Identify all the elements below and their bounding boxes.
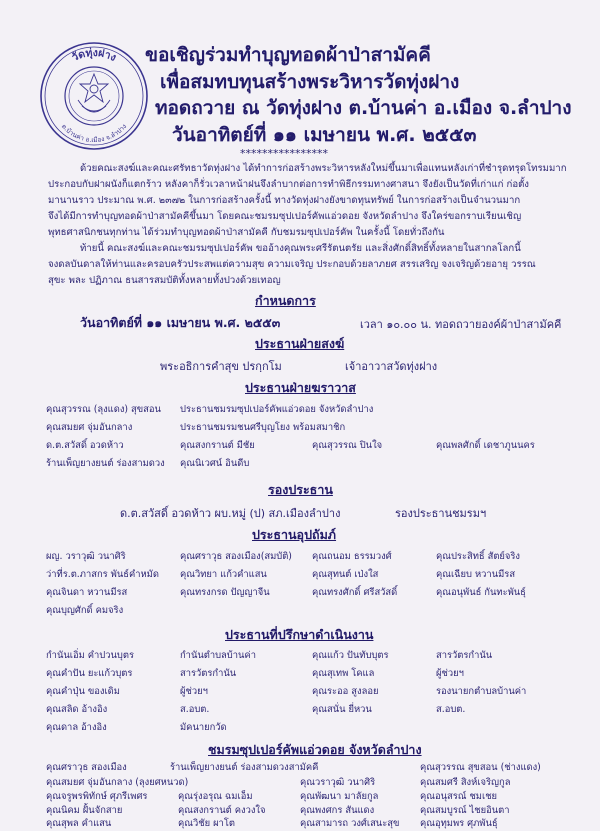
advisors-r0c0: กำนันเอิ่ม คำปวนบุตร	[46, 650, 134, 661]
advisors-r3c3: ส.อบต.	[436, 704, 466, 715]
monk-chair-role: เจ้าอาวาสวัดทุ่งฝาง	[345, 360, 438, 373]
paragraph-line-4: จึงได้มีการทำบุญทอดผ้าป่าสามัคคีขึ้นมา โดยคณะชมรมซุปเปอร์คัพแอ่วดอย จังหวัดลำปาง จึงใคร่ขอกราบเรียนเชิญ	[48, 211, 522, 222]
title-line-1: ขอเชิญร่วมทำบุญทอดผ้าป่าสามัคคี	[145, 44, 431, 66]
lay-chair-r0c1: ประธานชมรมซุปเปอร์คัพแอ่วดอย จังหวัดลำปาง	[180, 404, 374, 415]
svg-text:ต.บ้านค่า อ.เมือง จ.ลำปาง	[60, 122, 128, 144]
schedule-time: เวลา ๑๐.๐๐ น. ทอดถวายองค์ผ้าป่าสามัคคี	[360, 318, 562, 331]
patrons-r0c2: คุณถนอม ธรรมวงศ์	[312, 551, 392, 562]
patrons-r1c2: คุณสุทนต์ เป่งใส	[312, 569, 379, 580]
advisors-r0c2: คุณแก้ว ปันทับบุตร	[312, 650, 389, 661]
club-r3c3: คุณสมบูรณ์ ไชยอินตา	[420, 805, 510, 816]
club-r4c0: คุณสุพล คำแสน	[46, 818, 112, 829]
club-r0c2: คุณสุวรรณ สุขสอน (ช่างแดง)	[420, 762, 541, 773]
advisors-r4c0: คุณดาล อ้างอิง	[46, 722, 107, 733]
patrons-r2c3: คุณอนุพันธ์ กันทะพันธุ์	[436, 587, 526, 598]
lay-chair-r3c0: ร้านเพ็ญยางยนต์ ร่องสามดวง	[46, 458, 165, 469]
advisors-r0c1: กำนันตำบลบ้านค่า	[180, 650, 256, 661]
paragraph-line-5: พุทธศาสนิกชนทุกท่าน ได้ร่วมทำบุญทอดผ้าป่าสามัคคี กับชมรมซุปเปอร์คัพ ในครั้งนี้ โดยทั่วถึงกัน	[48, 227, 445, 238]
advisors-heading: ประธานที่ปรึกษาดำเนินงาน	[225, 627, 374, 642]
club-r3c1: คุณสงกรานต์ คงวงใจ	[178, 805, 266, 816]
lay-chair-r0c0: คุณสุวรรณ (ลุงแดง) สุขสอน	[46, 404, 161, 415]
club-r4c3: คุณอุทุมพร ศุภพันธุ์	[420, 818, 498, 829]
advisors-r0c3: สารวัตรกำนัน	[436, 650, 493, 661]
lay-chair-r2c3: คุณพลศักดิ์ เดชาภูนนคร	[436, 440, 535, 451]
patrons-r3c0: คุณบุญศักดิ์ คมจริง	[46, 605, 124, 616]
title-line-3: ทอดถวาย ณ วัดทุ่งฝาง ต.บ้านค่า อ.เมือง จ.ลำปาง	[155, 97, 572, 119]
patrons-r2c1: คุณทรงกรด ปัญญาจีน	[180, 587, 270, 598]
advisors-r1c2: คุณสุเทพ โคแล	[312, 668, 375, 679]
lay-chair-heading: ประธานฝ่ายฆราวาส	[245, 380, 356, 395]
club-r0c1: ร้านเพ็ญยางยนต์ ร่องสามดวงสามัคคี	[170, 762, 319, 773]
monk-chair-heading: ประธานฝ่ายสงฆ์	[255, 336, 345, 351]
lay-chair-r2c2: คุณสุวรรณ ปินใจ	[312, 440, 383, 451]
vice-chair-role: รองประธานชมรมฯ	[395, 507, 487, 520]
advisors-r1c3: ผู้ช่วยฯ	[436, 668, 464, 679]
temple-seal-icon	[38, 40, 150, 152]
patrons-r0c0: ผญ. วราวุฒิ วนาศิริ	[46, 551, 126, 562]
seal-bottom-text: ต.บ้านค่า อ.เมือง จ.ลำปาง	[59, 122, 129, 145]
club-heading: ชมรมซุปเปอร์คัพแอ่วดอย จังหวัดลำปาง	[208, 742, 422, 757]
schedule-heading: กำหนดการ	[255, 293, 316, 308]
title-stars: ****************	[240, 147, 328, 160]
paragraph-line-7: จงดลบันดาลให้ท่านและครอบครัวประสพแต่ความสุข ความเจริญ ประกอบด้วยลาภยศ สรรเสริญ จงเจริญด้วยอายุ วรรณ	[48, 259, 536, 270]
paragraph-line-8: สุขะ พละ ปฏิภาณ ธนสารสมบัติทั้งหลายทั้งปวงด้วยเทอญ	[48, 275, 281, 286]
club-r2c0: คุณจรูพรพิทักษ์ ศุภรีเพศร	[46, 791, 148, 802]
vice-chair-heading: รองประธาน	[268, 482, 333, 497]
club-r1c0: คุณสมยศ จุ่มอันกลาง (ลุงยศหนวด)	[46, 777, 189, 788]
title-line-4: วันอาทิตย์ที่ ๑๑ เมษายน พ.ศ. ๒๕๕๓	[172, 124, 477, 146]
svg-text:วัดทุ่งฝาง	[70, 47, 118, 64]
club-r4c2: คุณสามารถ วงศ์เสนะสุข	[300, 818, 400, 829]
paragraph-line-1: ด้วยคณะสงฆ์และคณะศรัทธาวัดทุ่งฝาง ได้ทำการก่อสร้างพระวิหารหลังใหม่ขึ้นมาเพื่อแทนหลังเก่าที่ชำรุดทรุดโทรมมาก	[80, 163, 567, 174]
patrons-r2c0: คุณจินดา หวานมีรส	[46, 587, 128, 598]
advisors-r4c1: มัคนายกวัด	[180, 722, 227, 733]
paragraph-line-6: ท้ายนี้ คณะสงฆ์และคณะชมรมซุปเปอร์คัพ ขออ้างคุณพระศรีรัตนตรัย และสิ่งศักดิ์สิทธิ์ทั้งหลายในสากลโลกนี้	[80, 243, 521, 254]
lay-chair-r2c1: คุณสงกรานต์ มีชัย	[180, 440, 255, 451]
advisors-r3c0: คุณสลิด อ้างอิง	[46, 704, 108, 715]
patrons-r1c3: คุณเฉียบ หวานมีรส	[436, 569, 516, 580]
advisors-r2c1: ผู้ช่วยฯ	[180, 686, 208, 697]
lay-chair-r1c1: ประธานชมรมชนศรีบุญโยง พร้อมสมาชิก	[180, 422, 346, 433]
club-r1c2: คุณสมศรี สิงห์เจริญกูล	[420, 777, 511, 788]
lay-chair-r3c1: คุณนิเวศน์ อินดีบ	[180, 458, 250, 469]
club-r0c0: คุณศราวุธ สองเมือง	[46, 762, 127, 773]
patrons-r0c3: คุณประสิทธิ์ สัตย์จริง	[436, 551, 521, 562]
advisors-r2c0: คุณคำปุ่น ของเดิม	[46, 686, 120, 697]
patrons-r2c2: คุณทรงศักดิ์ ศรีสวัสดิ์	[312, 587, 398, 598]
advisors-r1c1: สารวัตรกำนัน	[180, 668, 237, 679]
seal-top-text: วัดทุ่งฝาง	[69, 46, 119, 64]
advisors-r2c2: คุณระออ สูงลอย	[312, 686, 379, 697]
schedule-date: วันอาทิตย์ที่ ๑๑ เมษายน พ.ศ. ๒๕๕๓	[80, 315, 281, 330]
monk-chair-name: พระอธิการคำสุข ปรกฺกโม	[160, 360, 282, 373]
advisors-r3c1: ส.อบต.	[180, 704, 210, 715]
club-r1c1: คุณวราวุฒิ วนาศิริ	[300, 777, 376, 788]
club-r4c1: คุณวิชัย ผาโต	[178, 818, 235, 829]
club-r3c2: คุณพงศกร สันแดง	[300, 805, 375, 816]
patrons-r1c1: คุณวิทยา แก้วคำแสน	[180, 569, 267, 580]
advisors-r2c3: รองนายกตำบลบ้านค่า	[436, 686, 527, 697]
advisors-r1c0: คุณคำปัน ยะแก้วบุตร	[46, 668, 133, 679]
lay-chair-r1c0: คุณสมยศ จุ่มอันกลาง	[46, 422, 133, 433]
patrons-heading: ประธานอุปถัมภ์	[252, 527, 337, 542]
advisors-r3c2: คุณสนั่น ยี่หวน	[312, 704, 372, 715]
title-line-2: เพื่อสมทบทุนสร้างพระวิหารวัดทุ่งฝาง	[160, 71, 460, 93]
paragraph-line-3: มานานราว ประมาณ พ.ศ. ๒๓๗๒ ในการก่อสร้างครั้งนี้ ทางวัดทุ่งฝางยังขาดทุนทรัพย์ ในการก่อสร้างเป็นจำนวนมาก	[48, 195, 521, 206]
vice-chair-name: ด.ต.สวัสดิ์ อวดห้าว ผบ.หมู่ (ป) สภ.เมืองลำปาง	[120, 507, 341, 520]
patrons-r1c0: ว่าที่ร.ต.ภาสกร พันธ์คำหมัด	[46, 569, 159, 580]
paragraph-line-2: ประกอบกับฝาผนังก็แตกร้าว หลังคาก็รั่วเวลาหน้าฝนจึงลำบากต่อการทำพิธีกรรมทางศาสนา จึงยังเป็นวัดที่เก่าแก่ ก่อตั้ง	[48, 179, 529, 190]
patrons-r0c1: คุณศราวุธ สองเมือง(สมบัติ)	[180, 551, 292, 562]
club-r3c0: คุณนิคม ฝั้นจักสาย	[46, 805, 123, 816]
club-r2c2: คุณพัฒนา มาลัยกูล	[300, 791, 379, 802]
lay-chair-r2c0: ด.ต.สวัสดิ์ อวดห้าว	[46, 440, 124, 451]
club-r2c3: คุณอนุสรณ์ ชมเชย	[420, 791, 498, 802]
club-r2c1: คุณรุ่งอรุณ ฉมเอ็ม	[178, 791, 253, 802]
